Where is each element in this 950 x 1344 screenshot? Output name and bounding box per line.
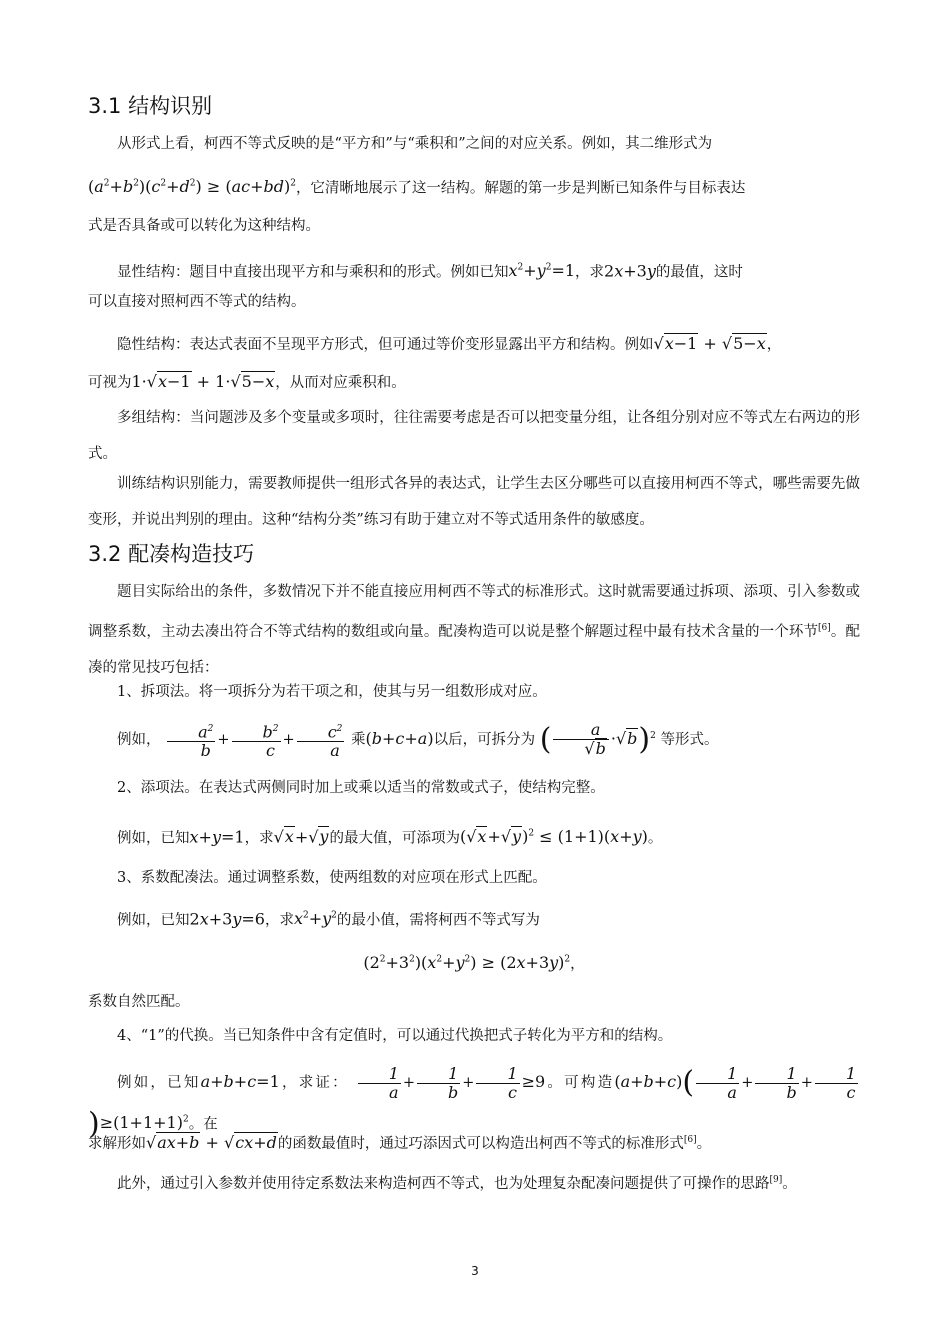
formula: 2x+3y [604, 261, 656, 281]
paragraph [88, 126, 860, 162]
formula: ( [539, 721, 552, 757]
citation: [6] [818, 623, 831, 633]
text: 乘 [351, 731, 366, 748]
text: 隐性结构：表达式表面不呈现平方形式，但可通过等价变形显露出平方和结构。例如 [117, 337, 654, 353]
text: 例如，已知 [117, 830, 190, 847]
formula: $\frac{1}{b}$ [755, 1065, 798, 1102]
list-item: 4、“1”的代换。当已知条件中含有定值时，可以通过代换把式子转化为平方和的结构。 [117, 1028, 673, 1044]
paragraph [88, 1162, 860, 1202]
text: 此外，通过引入参数并使用待定系数法来构造柯西不等式，也为处理复杂配凑问题提供了可操作的思路 [117, 1175, 770, 1192]
formula: ( [682, 1065, 695, 1100]
text: 以后，可拆分为 [433, 731, 536, 748]
paragraph: 例如，已知a+b+c=1，求证： $\frac{1}{a}$ + $\frac{1}{b}$ + $\frac{1}{c}$ ≥9。可构造(a+b+c)( $\frac{1}{a}$ + $\frac{1}{b}$ + $\frac{1}{c}$ )$\ge(1+1+1)^2$。在 [88, 1063, 857, 1141]
text: 等形式。 [660, 731, 719, 748]
text: 求解形如 [88, 1135, 146, 1152]
text: ，求 [575, 264, 605, 281]
list-item: 1、拆项法。将一项拆分为若干项之和，使其与另一组数形成对应。 [117, 684, 547, 700]
text: 的最大值，可添项为 [329, 830, 460, 847]
formula: $x^2+y^2$ [293, 909, 337, 929]
paragraph [88, 166, 860, 206]
display-formula [88, 942, 860, 982]
text: 的最小值，需将柯西不等式写为 [336, 912, 540, 929]
paragraph: 例如， $\frac{a^2}{b}$ + $\frac{b^2}{c}$ + $\frac{c^2}{a}$ 乘(b+c+a)以后，可拆分为 ( $\frac{a}{√b}$ ·√b)$^2$ 等形式。 [117, 720, 719, 760]
paragraph [88, 1122, 860, 1162]
text: 可视为 [88, 375, 132, 391]
text: 。配凑的常见技巧包括： [88, 623, 860, 676]
formula: √x+√y [273, 827, 329, 847]
formula: √ax+b + √cx+d [146, 1132, 277, 1152]
formula: $\frac{1}{b}$ [417, 1065, 460, 1102]
list-item: 3、系数配凑法。通过调整系数，使两组数的对应项在形式上匹配。 [117, 870, 547, 886]
text: 。 [696, 1135, 712, 1152]
text: 。可构造 [545, 1075, 615, 1091]
paragraph [88, 898, 860, 938]
paragraph: 系数自然匹配。 [88, 994, 190, 1010]
formula: 1·√x−1 + 1·√5−x [131, 372, 275, 391]
text: 例如，已知 [117, 1075, 201, 1091]
formula: ) [638, 721, 651, 757]
text: ， [570, 956, 585, 973]
formula: x+y=1 [189, 827, 245, 847]
formula: $\frac{a^2}{b}$ [167, 720, 215, 760]
text: 。 [647, 830, 663, 847]
paragraph [88, 284, 860, 320]
citation: [9] [769, 1175, 783, 1185]
paragraph: 训练结构识别能力，需要教师提供一组形式各异的表达式，让学生去区分哪些可以直接用柯西不等式，哪些需要先做变形，并说出判别的理由。这种“结构分类”练习有助于建立对不等式适用条件的敏感度。 [88, 476, 860, 528]
formula: $(2^2+3^2)(x^2+y^2) \ge (2x+3y)^2$ [363, 953, 571, 973]
text: 式是否具备或可以转化为这种结构。 [88, 218, 320, 234]
text: ，从而对应乘积和。 [275, 375, 406, 391]
text: 的最值，这时 [655, 264, 743, 281]
text: 可以直接对照柯西不等式的结构。 [88, 294, 306, 310]
text: 从形式上看，柯西不等式反映的是“平方和”与“乘积和”之间的对应关系。例如，其二维形式为 [117, 136, 713, 152]
text: ，求 [264, 912, 294, 929]
formula: (b+c+a) [365, 728, 434, 748]
paragraph [88, 574, 860, 686]
formula: $(a^2+b^2)(c^2+d^2) \ge (ac+bd)^2$ [88, 177, 296, 197]
formula: ) [88, 1105, 100, 1141]
formula: $(√x+√y)^2 \le (1+1)(x+y)$ [459, 827, 648, 847]
formula: ·√b [610, 728, 638, 748]
formula: $\frac{a}{√b}$ [553, 721, 608, 758]
text: ，求 [244, 830, 274, 847]
formula: $\frac{1}{c}$ [476, 1065, 519, 1102]
paragraph [88, 816, 860, 856]
formula: 2x+3y=6 [189, 909, 265, 929]
text: 。在 [188, 1115, 218, 1132]
paragraph [88, 326, 860, 363]
citation: [6] [683, 1135, 697, 1145]
list-item: 2、添项法。在表达式两侧同时加上或乘以适当的常数或式子，使结构完整。 [117, 780, 605, 796]
paragraph [88, 364, 860, 401]
paragraph: 多组结构：当问题涉及多个变量或多项时，往往需要考虑是否可以把变量分组，让各组分别对应不等式左右两边的形式。 [88, 410, 860, 462]
formula: (a+b+c) [614, 1072, 683, 1091]
formula: ≥9 [521, 1072, 546, 1091]
text: ， [766, 337, 782, 353]
text: 的函数最值时，通过巧添因式可以构造出柯西不等式的标准形式 [277, 1135, 684, 1152]
text: 显性结构：题目中直接出现平方和与乘积和的形式。例如已知 [117, 264, 509, 281]
paragraph [88, 208, 860, 244]
formula: $\frac{1}{a}$ [696, 1065, 739, 1102]
formula: $x^2+y^2=1$ [508, 261, 576, 281]
formula: $\ge(1+1+1)^2$ [99, 1112, 189, 1132]
formula: $\frac{c^2}{a}$ [297, 720, 345, 760]
formula: $\frac{b^2}{c}$ [232, 720, 281, 760]
formula: $\frac{1}{a}$ [358, 1065, 401, 1102]
text: 题目实际给出的条件，多数情况下并不能直接应用柯西不等式的标准形式。这时就需要通过拆项、添项、引入参数或调整系数，主动去凑出符合不等式结构的数组或向量。配凑构造可以说是整个解题过程中最有技术含量的一个环节 [88, 584, 860, 640]
text: 例如，已知 [117, 912, 190, 929]
section-heading-3-2: 3.2 配凑构造技巧 [88, 542, 255, 566]
formula: $\frac{1}{c}$ [815, 1065, 858, 1102]
formula: √x−1 + √5−x [653, 334, 766, 353]
text: 例如， [117, 731, 161, 748]
text: ，它清晰地展示了这一结构。解题的第一步是判断已知条件与目标表达 [295, 180, 746, 197]
formula: a+b+c=1 [200, 1072, 280, 1091]
text: ，求证： [279, 1075, 349, 1091]
section-heading-3-1: 3.1 结构识别 [88, 94, 213, 118]
page-number: 3 [471, 1264, 479, 1278]
text: 。 [782, 1175, 797, 1192]
